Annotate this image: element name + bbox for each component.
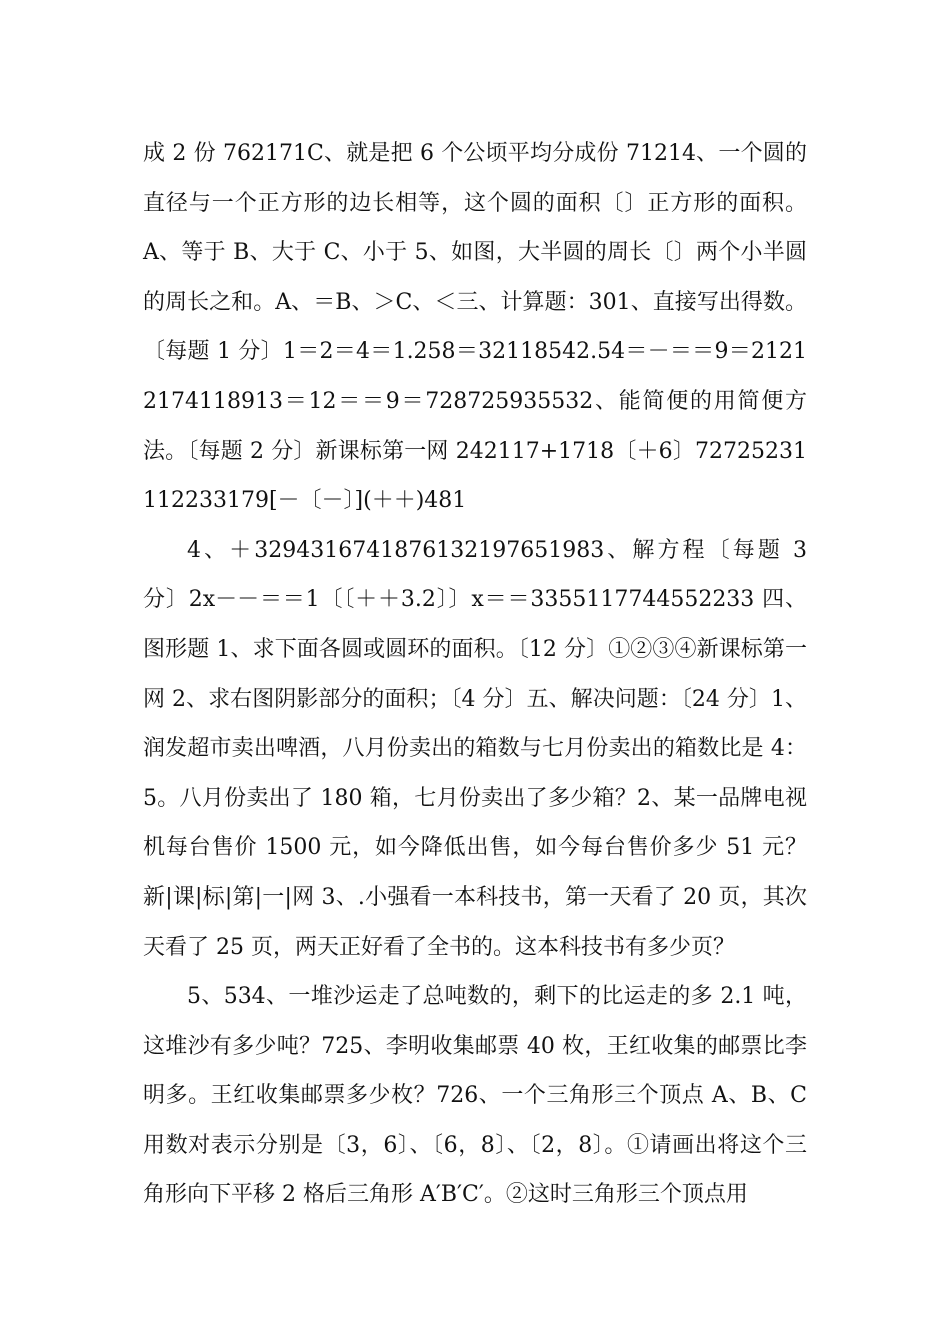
paragraph-3: 5、534、一堆沙运走了总吨数的，剩下的比运走的多 2.1 吨，这堆沙有多少吨？725、李明收集邮票 40 枚，王红收集的邮票比李明多。王红收集邮票多少枚？726、一个三角形三个顶点 A、B、C 用数对表示分别是〔3，6〕、〔6，8〕、〔2，8〕。①请画出将这个三角形向下平移 2 格后三角形 A′B′C′。②这时三角形三个顶点用 bbox=[143, 984, 807, 1208]
paragraph-1: 成 2 份 762171C、就是把 6 个公顷平均分成份 71214、一个圆的直径与一个正方形的边长相等，这个圆的面积〔〕正方形的面积。A、等于 B、大于 C、小于 5、如图，大半圆的周长〔〕两个小半圆的周长之和。A、＝B、＞C、＜三、计算题：301、直接写出得数。〔每题 1 分〕1＝2＝4＝1.258＝32118542.54＝－＝＝9＝21212174118913＝12＝＝9＝728725935532、能简便的用简便方法。〔每题 2 分〕新课标第一网 242117+1718〔＋6〕72725231112233179[－〔－〕](＋＋)481 bbox=[143, 141, 807, 514]
document-page bbox=[143, 129, 807, 1220]
paragraph-2: 4、＋3294316741876132197651983、解方程〔每题 3 分〕2x－－＝＝1〔〔＋＋3.2〕〕x＝＝3355117744552233 四、图形题 1、求下面各圆或圆环的面积。〔12 分〕①②③④新课标第一网 2、求右图阴影部分的面积；〔4 分〕五、解决问题：〔24 分〕1、润发超市卖出啤酒，八月份卖出的箱数与七月份卖出的箱数比是 4：5。八月份卖出了 180 箱，七月份卖出了多少箱？2、某一品牌电视机每台售价 1500 元，如今降低出售，如今每台售价多少 51 元？新|课|标|第|一|网 3、.小强看一本科技书，第一天看了 20 页，其次天看了 25 页，两天正好看了全书的。这本科技书有多少页？ bbox=[143, 537, 807, 960]
